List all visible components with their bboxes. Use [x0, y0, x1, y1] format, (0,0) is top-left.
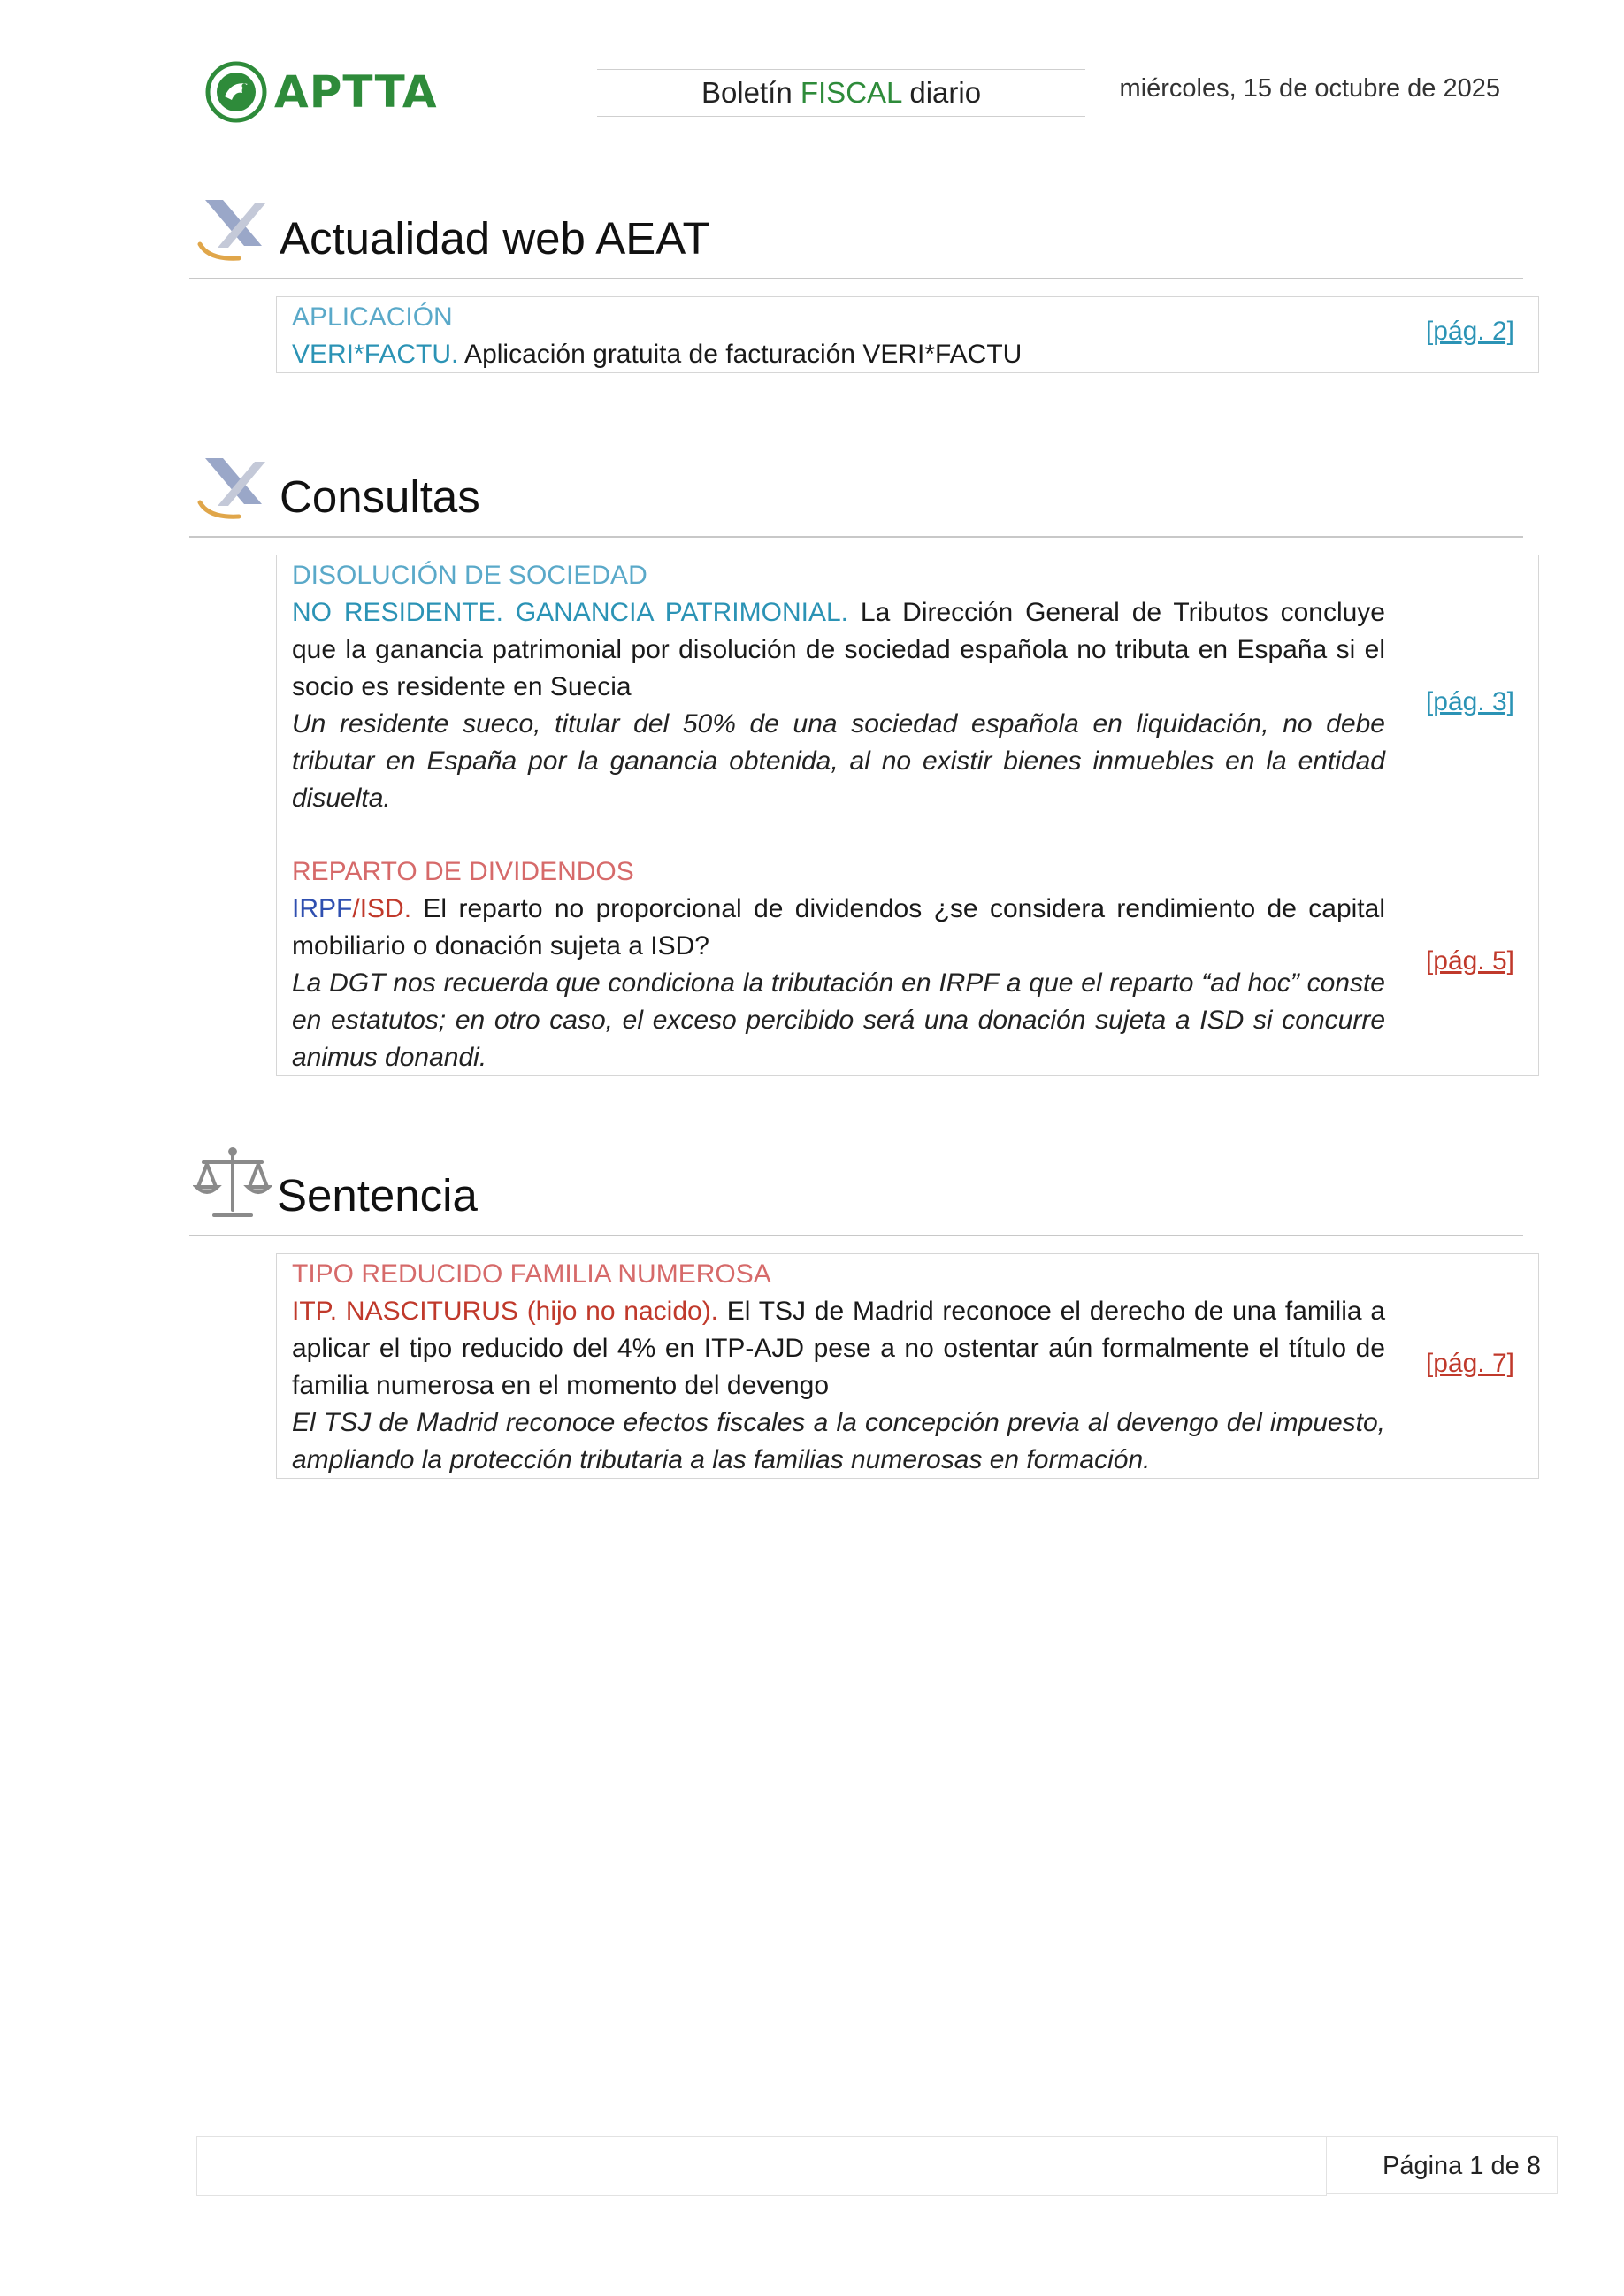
entry-category: TIPO REDUCIDO FAMILIA NUMEROSA	[292, 1259, 771, 1289]
news-entry	[292, 853, 1385, 1076]
entry-lead-separator: /	[352, 894, 360, 923]
section-title-sentencia: Sentencia	[277, 1170, 478, 1221]
scales-icon	[193, 1144, 272, 1224]
page-number: Página 1 de 8	[1326, 2136, 1558, 2194]
brand-logo	[205, 60, 462, 124]
footer-blank-cell	[196, 2136, 1327, 2196]
page-ref-link[interactable]: [pág. 3]	[1425, 687, 1514, 716]
section-title-aeat: Actualidad web AEAT	[280, 213, 710, 264]
page-ref-link[interactable]: [pág. 2]	[1425, 317, 1514, 346]
page-ref-link[interactable]: [pág. 7]	[1425, 1349, 1514, 1378]
news-entry	[292, 1256, 1385, 1479]
section-divider	[189, 1235, 1523, 1236]
page-ref-link[interactable]: [pág. 5]	[1425, 946, 1514, 976]
news-entry	[292, 557, 1385, 817]
aeat-logo-icon	[193, 191, 272, 271]
aeat-logo-icon	[193, 449, 272, 529]
entry-text: Aplicación gratuita de facturación VERI*FACTU	[458, 340, 1023, 369]
entry-lead: NO RESIDENTE. GANANCIA PATRIMONIAL.	[292, 598, 848, 627]
entry-text: La Dirección General de Tributos concluye que la ganancia patrimonial por disolución de sociedad española no tributa en España si el socio es residente en Suecia	[292, 598, 1385, 701]
section-divider	[189, 536, 1523, 538]
bulletin-highlight: FISCAL	[800, 76, 902, 109]
entry-lead: ITP. NASCITURUS (hijo no nacido).	[292, 1297, 719, 1326]
bulletin-date: miércoles, 15 de octubre de 2025	[1119, 74, 1500, 103]
entry-lead: VERI*FACTU.	[292, 340, 459, 369]
entry-summary: La DGT nos recuerda que condiciona la tributación en IRPF a que el reparto “ad hoc” conste en estatutos; en otro caso, el exceso percibido será una donación sujeta a ISD si concurre animus donandi.	[292, 968, 1385, 1072]
entry-summary: Un residente sueco, titular del 50% de una sociedad española en liquidación, no debe tributar en España por la ganancia obtenida, al no existir bienes inmuebles en la entidad disuelta.	[292, 709, 1385, 813]
entry-text: El TSJ de Madrid reconoce el derecho de una familia a aplicar el tipo reducido del 4% en ITP-AJD pese a no ostentar aún formalmente el título de familia numerosa en el momento del devengo	[292, 1297, 1386, 1400]
entry-category: DISOLUCIÓN DE SOCIEDAD	[292, 561, 647, 590]
bulletin-title	[597, 69, 1085, 117]
news-entry	[292, 299, 1385, 373]
entry-text: El reparto no proporcional de dividendos ¿se considera rendimiento de capital mobiliario o donación sujeta a ISD?	[292, 894, 1385, 960]
entry-summary: El TSJ de Madrid reconoce efectos fiscales a la concepción previa al devengo del impuesto, ampliando la protección tributaria a las familias numerosas en formación.	[292, 1408, 1385, 1474]
bulletin-suffix: diario	[901, 76, 982, 109]
section-divider	[189, 278, 1523, 279]
entry-lead-irpf: IRPF	[292, 894, 353, 923]
bulletin-prefix: Boletín	[701, 76, 801, 109]
entry-category: APLICACIÓN	[292, 302, 453, 332]
entry-category: REPARTO DE DIVIDENDOS	[292, 857, 634, 886]
entry-lead-isd: ISD.	[359, 894, 412, 923]
logo-text: APTTA	[274, 66, 438, 118]
aptta-emblem-icon	[205, 61, 267, 123]
section-title-consultas: Consultas	[280, 471, 480, 522]
